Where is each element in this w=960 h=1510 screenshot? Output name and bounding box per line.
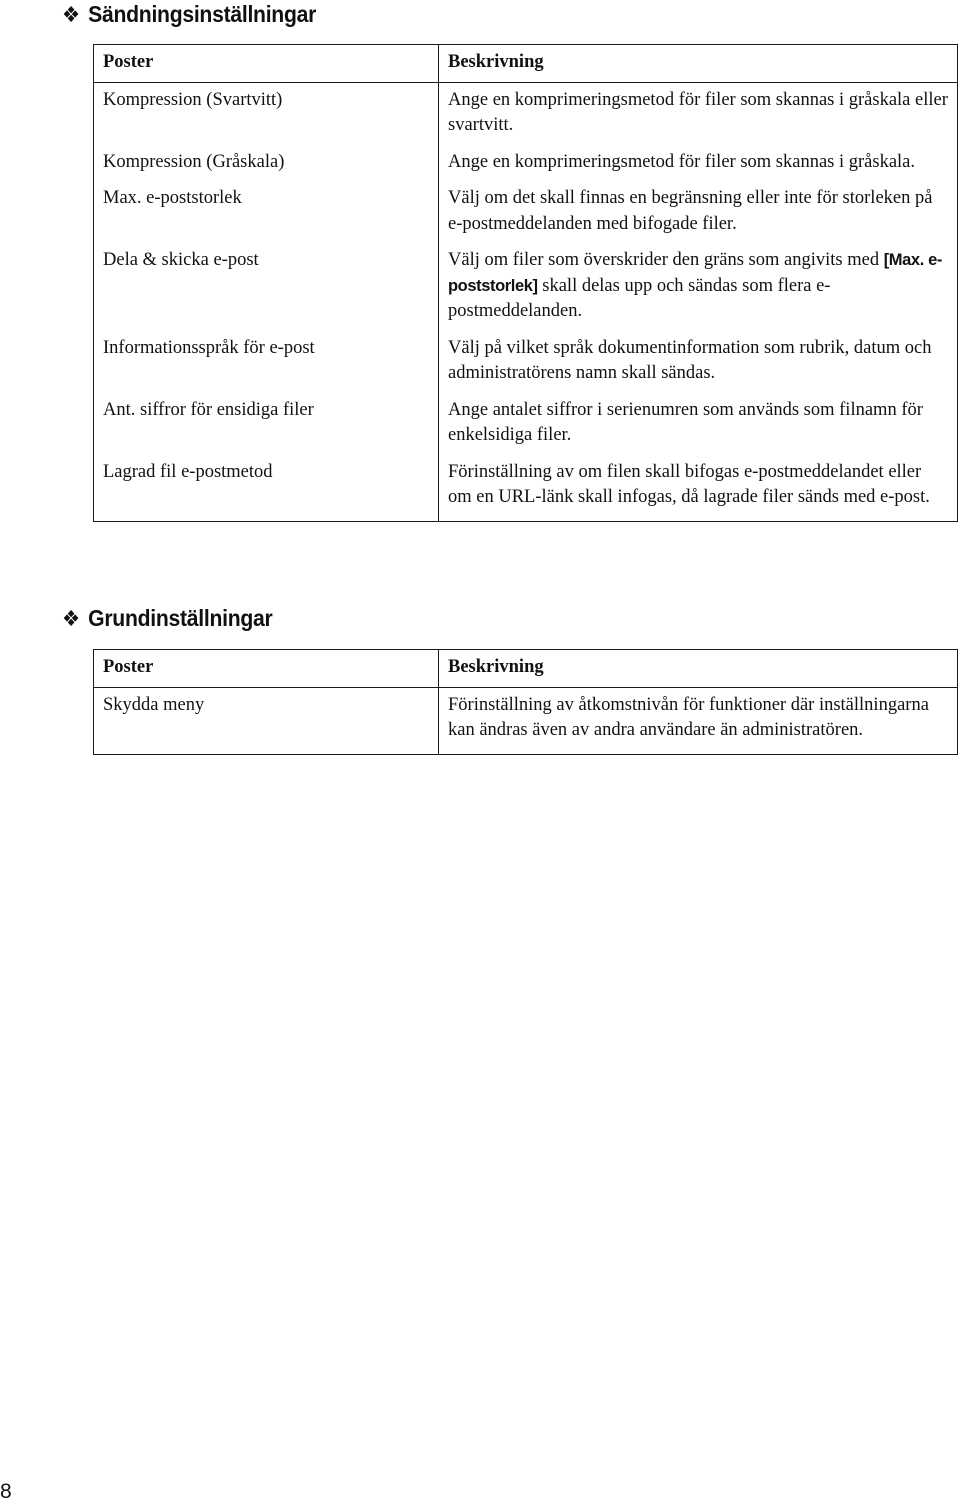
table-row — [94, 82, 958, 145]
column-header-beskrivning: Beskrivning — [439, 45, 958, 83]
table-header-row — [94, 45, 958, 83]
description-text: Ange en komprimeringsmetod för filer som skannas i gråskala. — [448, 151, 916, 172]
section-title: Grundinställningar — [88, 605, 273, 631]
item-cell: Ant. siffror för ensidiga filer — [94, 393, 439, 455]
diamond-bullet-icon: ❖ — [62, 605, 80, 631]
table-row — [94, 145, 958, 182]
description-text: Förinställning av åtkomstnivån för funktioner där inställningarna kan ändras även av andra användare än administratören. — [448, 694, 929, 740]
item-cell: Skydda meny — [94, 687, 439, 754]
table-row — [94, 181, 958, 243]
description-text: Förinställning av om filen skall bifogas e-postmeddelandet eller om en URL-länk skall infogas, då lagrade filer sänds med e-post. — [448, 461, 930, 507]
description-cell — [439, 243, 958, 331]
page-number: 8 — [0, 1480, 12, 1503]
description-cell — [439, 455, 958, 522]
description-text: Välj om filer som överskrider den gräns som angivits med — [448, 250, 884, 270]
diamond-bullet-icon: ❖ — [62, 1, 80, 27]
table-row — [94, 331, 958, 393]
settings-table-grund — [93, 649, 958, 755]
item-cell: Informationsspråk för e-post — [94, 331, 439, 393]
description-cell — [439, 181, 958, 243]
item-cell: Max. e-poststorlek — [94, 181, 439, 243]
section-title: Sändningsinställningar — [88, 1, 317, 27]
description-text: Ange antalet siffror i serienumren som används som filnamn för enkelsidiga filer. — [448, 399, 923, 445]
settings-table-sandning — [93, 44, 958, 522]
table-row — [94, 243, 958, 331]
column-header-beskrivning: Beskrivning — [439, 650, 958, 688]
description-cell — [439, 145, 958, 182]
item-cell: Kompression (Svartvitt) — [94, 82, 439, 145]
table-header-row — [94, 650, 958, 688]
description-text: Ange en komprimeringsmetod för filer som skannas i gråskala eller svartvitt. — [448, 89, 948, 135]
table-row — [94, 687, 958, 754]
section-heading-sandningsinstallningar — [62, 1, 316, 28]
item-cell: Lagrad fil e-postmetod — [94, 455, 439, 522]
description-cell — [439, 331, 958, 393]
setting-reference: [Max. e-poststorlek] — [448, 251, 942, 295]
table-row — [94, 455, 958, 522]
description-cell — [439, 82, 958, 145]
item-cell: Dela & skicka e-post — [94, 243, 439, 331]
table-row — [94, 393, 958, 455]
description-text: Välj om det skall finnas en begränsning eller inte för storleken på e-postmeddelanden med bifogade filer. — [448, 188, 933, 234]
description-text-continued: skall delas upp och sändas som flera e-postmeddelanden. — [448, 275, 831, 321]
column-header-poster: Poster — [94, 650, 439, 688]
description-text: Välj på vilket språk dokumentinformation som rubrik, datum och administratörens namn skall sändas. — [448, 337, 932, 383]
description-cell — [439, 393, 958, 455]
description-cell — [439, 687, 958, 754]
column-header-poster: Poster — [94, 45, 439, 83]
item-cell: Kompression (Gråskala) — [94, 145, 439, 182]
section-heading-grundinstallningar — [62, 605, 272, 632]
